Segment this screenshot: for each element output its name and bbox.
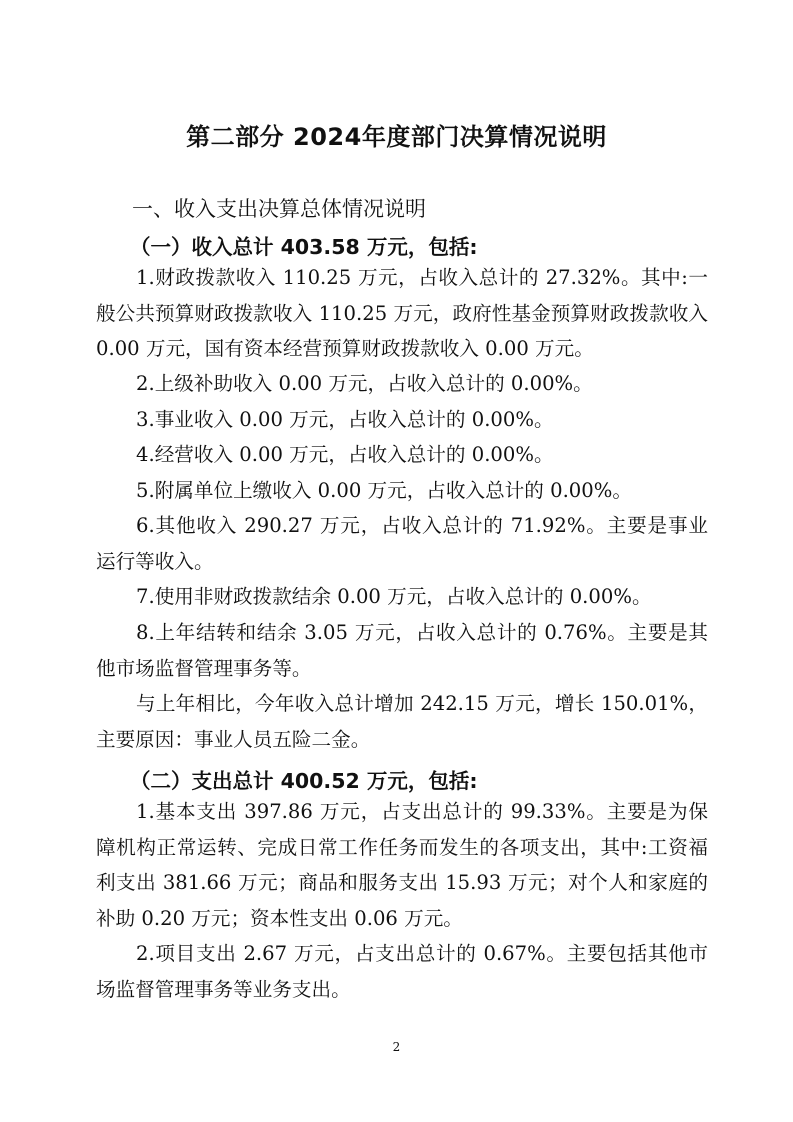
income-comparison: 与上年相比，今年收入总计增加 242.15 万元，增长 150.01%，主要原因：事业人员五险二金。 bbox=[96, 692, 708, 751]
income-item-7: 7.使用非财政拨款结余 0.00 万元，占收入总计的 0.00%。 bbox=[136, 585, 652, 608]
expense-item-2: 2.项目支出 2.67 万元，占支出总计的 0.67%。主要包括其他市场监督管理事务等业务支出。 bbox=[96, 942, 708, 1001]
income-item-6: 6.其他收入 290.27 万元，占收入总计的 71.92%。主要是事业运行等收入。 bbox=[96, 514, 708, 573]
income-item-8: 8.上年结转和结余 3.05 万元，占收入总计的 0.76%。主要是其他市场监督管理事务等。 bbox=[96, 621, 708, 680]
income-item-4: 4.经营收入 0.00 万元，占收入总计的 0.00%。 bbox=[136, 443, 554, 466]
document-title: 第二部分 2024年度部门决算情况说明 bbox=[186, 123, 607, 151]
income-item-2: 2.上级补助收入 0.00 万元，占收入总计的 0.00%。 bbox=[136, 372, 593, 395]
income-item-1: 1.财政拨款收入 110.25 万元，占收入总计的 27.32%。其中:一般公共预算财政拨款收入 110.25 万元，政府性基金预算财政拨款收入 0.00 万元，国有资本经营预算财政拨款收入 0.00 万元。 bbox=[96, 266, 708, 360]
income-item-5: 5.附属单位上缴收入 0.00 万元，占收入总计的 0.00%。 bbox=[136, 479, 632, 502]
income-item-3: 3.事业收入 0.00 万元，占收入总计的 0.00%。 bbox=[136, 408, 554, 431]
expense-item-1: 1.基本支出 397.86 万元，占支出总计的 99.33%。主要是为保障机构正常运转、完成日常工作任务而发生的各项支出，其中:工资福利支出 381.66 万元；商品和服务支出 15.93 万元；对个人和家庭的补助 0.20 万元；资本性支出 0.06 万元。 bbox=[96, 800, 708, 930]
page-number: 2 bbox=[392, 1040, 401, 1054]
income-heading: （一）收入总计 403.58 万元，包括: bbox=[130, 235, 478, 259]
expense-heading: （二）支出总计 400.52 万元，包括: bbox=[130, 769, 478, 793]
section-heading: 一、收入支出决算总体情况说明 bbox=[132, 197, 426, 221]
